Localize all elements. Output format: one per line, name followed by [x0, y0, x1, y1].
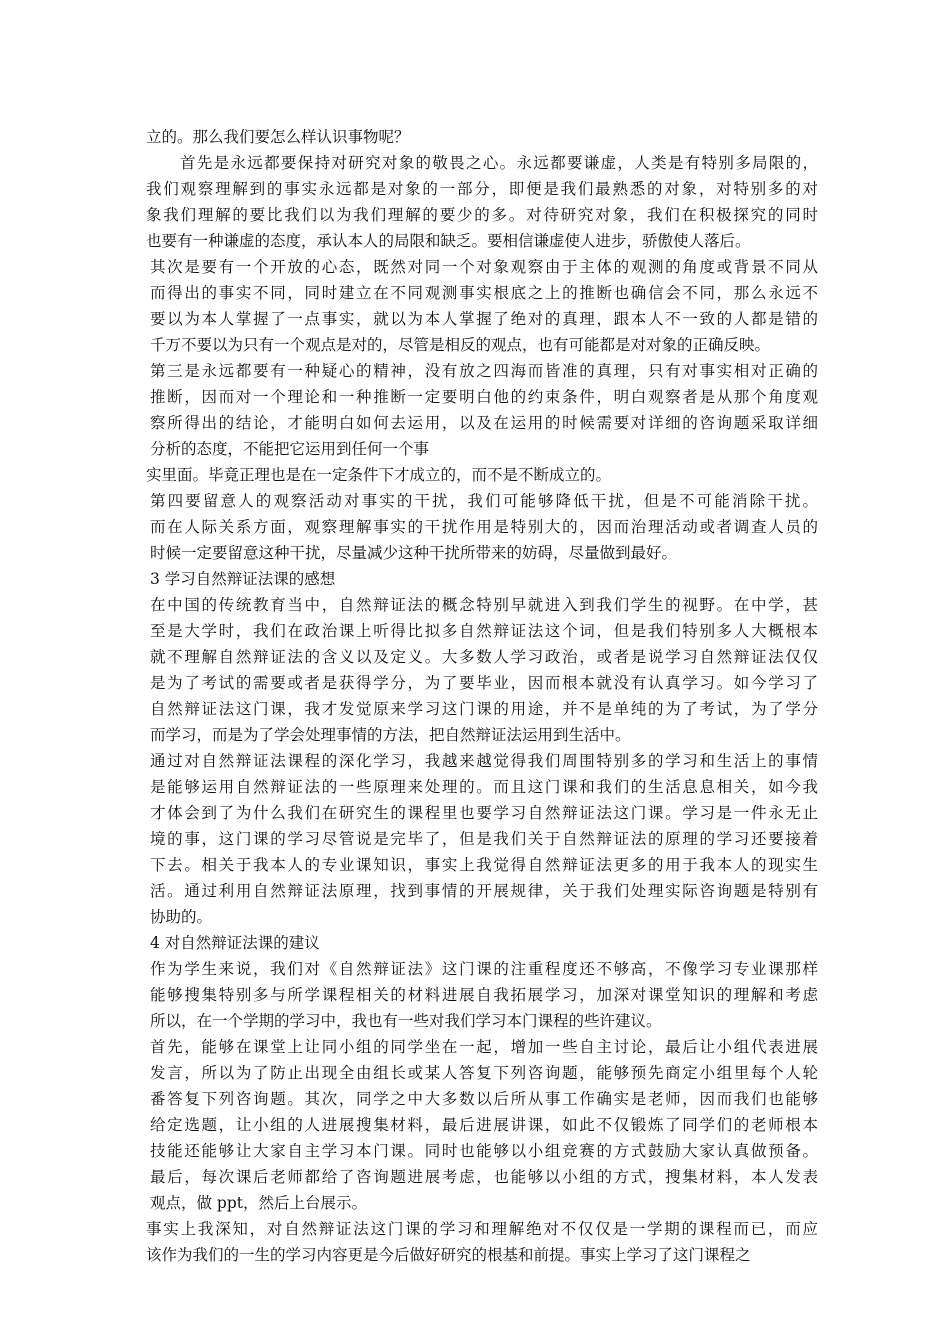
- text-line: 下去。相关于我本人的专业课知识，事实上我觉得自然辩证法更多的用于我本人的现实生: [150, 856, 818, 874]
- text-line: 才体会到了为什么我们在研究生的课程里也要学习自然辩证法这门课。学习是一件永无止: [150, 804, 818, 822]
- text-line: 第三是永远都要有一种疑心的精神，没有放之四海而皆准的真理，只有对事实相对正确的: [150, 362, 818, 380]
- text-line: 4 对自然辩证法课的建议: [150, 934, 320, 952]
- text-line: 至是大学时，我们在政治课上听得比拟多自然辩证法这个词，但是我们特别多人大概根本: [150, 622, 818, 640]
- text-line: 就不理解自然辩证法的含义以及定义。大多数人学习政治，或者是说学习自然辩证法仅仅: [150, 648, 818, 666]
- text-line: 象我们理解的要比我们以为我们理解的要少的多。对待研究对象，我们在积极探究的同时: [146, 206, 818, 224]
- text-line: 所以，在一个学期的学习中，我也有一些对我们学习本门课程的些许建议。: [150, 1012, 662, 1030]
- paragraph: [146, 1034, 818, 1216]
- section-heading: [146, 930, 818, 956]
- paragraph: [146, 956, 818, 1034]
- text-line: 首先，能够在课堂上让同小组的同学坐在一起，增加一些自主讨论，最后让小组代表进展: [150, 1038, 818, 1056]
- paragraph: [146, 488, 818, 566]
- text-line: 也要有一种谦虚的态度，承认本人的局限和缺乏。要相信谦虚使人进步，骄傲使人落后。: [146, 232, 751, 250]
- text-line: 第四要留意人的观察活动对事实的干扰，我们可能够降低干扰，但是不可能消除干扰。: [150, 492, 818, 510]
- text-line: 是能够运用自然辩证法的一些原理来处理的。而且这门课和我们的生活息息相关，如今我: [150, 778, 818, 796]
- text-line: 给定选题，让小组的人进展搜集材料，最后进展讲课，如此不仅锻炼了同学们的老师根本: [150, 1116, 818, 1134]
- text-line: 能够搜集特别多与所学课程相关的材料进展自我拓展学习，加深对课堂知识的理解和考虑: [150, 986, 818, 1004]
- paragraph: [146, 150, 818, 254]
- text-line: 事实上我深知，对自然辩证法这门课的学习和理解绝对不仅仅是一学期的课程而已，而应: [146, 1220, 818, 1238]
- paragraph: [146, 124, 818, 150]
- document-page: [146, 124, 818, 1268]
- text-line: 察所得出的结论，才能明白如何去运用，以及在运用的时候需要对详细的咨询题采取详细: [150, 414, 818, 432]
- text-line: 千万不要以为只有一个观点是对的，尽管是相反的观点，也有可能都是对对象的正确反映。: [150, 336, 771, 354]
- text-line: 在中国的传统教育当中，自然辩证法的概念特别早就进入到我们学生的视野。在中学，甚: [150, 596, 818, 614]
- text-line: 作为学生来说，我们对《自然辩证法》这门课的注重程度还不够高，不像学习专业课那样: [150, 960, 818, 978]
- paragraph: [146, 748, 818, 930]
- text-line: 自然辩证法这门课，我才发觉原来学习这门课的用途，并不是单纯的为了考试，为了学分: [150, 700, 818, 718]
- text-line: 观点，做 ppt，然后上台展示。: [150, 1194, 368, 1212]
- paragraph: [146, 358, 818, 462]
- text-line: 活。通过利用自然辩证法原理，找到事情的开展规律，关于我们处理实际咨询题是特别有: [150, 882, 818, 900]
- text-line: 是为了考试的需要或者是获得学分，为了要毕业，因而根本就没有认真学习。如今学习了: [150, 674, 818, 692]
- text-line: 而学习，而是为了学会处理事情的方法，把自然辩证法运用到生活中。: [150, 726, 631, 744]
- text-line: 境的事，这门课的学习尽管说是完毕了，但是我们关于自然辩证法的原理的学习还要接着: [150, 830, 818, 848]
- paragraph: [146, 254, 818, 358]
- text-line: 其次是要有一个开放的心态，既然对同一个对象观察由于主体的观测的角度或背景不同从: [150, 258, 818, 276]
- text-line: 该作为我们的一生的学习内容更是今后做好研究的根基和前提。事实上学习了这门课程之: [146, 1246, 751, 1264]
- text-line: 时候一定要留意这种干扰，尽量减少这种干扰所带来的妨碍，尽量做到最好。: [150, 544, 678, 562]
- text-line: 实里面。毕竟正理也是在一定条件下才成立的，而不是不断成立的。: [146, 466, 612, 484]
- text-line: 而得出的事实不同，同时建立在不同观测事实根底之上的推断也确信会不同，那么永远不: [150, 284, 818, 302]
- text-line: 协助的。: [150, 908, 213, 926]
- text-line: 而在人际关系方面，观察理解事实的干扰作用是特别大的，因而治理活动或者调查人员的: [150, 518, 818, 536]
- paragraph: [146, 462, 818, 488]
- text-line: 3 学习自然辩证法课的感想: [150, 570, 336, 588]
- text-line: 番答复下列咨询题。其次，同学之中大多数以后所从事工作确实是老师，因而我们也能够: [150, 1090, 818, 1108]
- paragraph: [146, 592, 818, 748]
- text-line: 立的。那么我们要怎么样认识事物呢？: [146, 128, 410, 146]
- text-line: 技能还能够让大家自主学习本门课。同时也能够以小组竞赛的方式鼓励大家认真做预备。: [150, 1142, 818, 1160]
- paragraph: [146, 1216, 818, 1268]
- text-line: 分析的态度，不能把它运用到任何一个事: [150, 440, 430, 458]
- section-heading: [146, 566, 818, 592]
- text-line: 发言，所以为了防止出现全由组长或某人答复下列咨询题，能够预先商定小组里每个人轮: [150, 1064, 818, 1082]
- text-line: 要以为本人掌握了一点事实，就以为本人掌握了绝对的真理，跟本人不一致的人都是错的: [150, 310, 818, 328]
- text-line: 首先是永远都要保持对研究对象的敬畏之心。永远都要谦虚，人类是有特别多局限的，: [180, 154, 818, 172]
- text-line: 推断，因而对一个理论和一种推断一定要明白他的约束条件，明白观察者是从那个角度观: [150, 388, 818, 406]
- text-line: 最后，每次课后老师都给了咨询题进展考虑，也能够以小组的方式，搜集材料，本人发表: [150, 1168, 818, 1186]
- text-line: 通过对自然辩证法课程的深化学习，我越来越觉得我们周围特别多的学习和生活上的事情: [150, 752, 818, 770]
- text-line: 我们观察理解到的事实永远都是对象的一部分，即便是我们最熟悉的对象，对特别多的对: [146, 180, 818, 198]
